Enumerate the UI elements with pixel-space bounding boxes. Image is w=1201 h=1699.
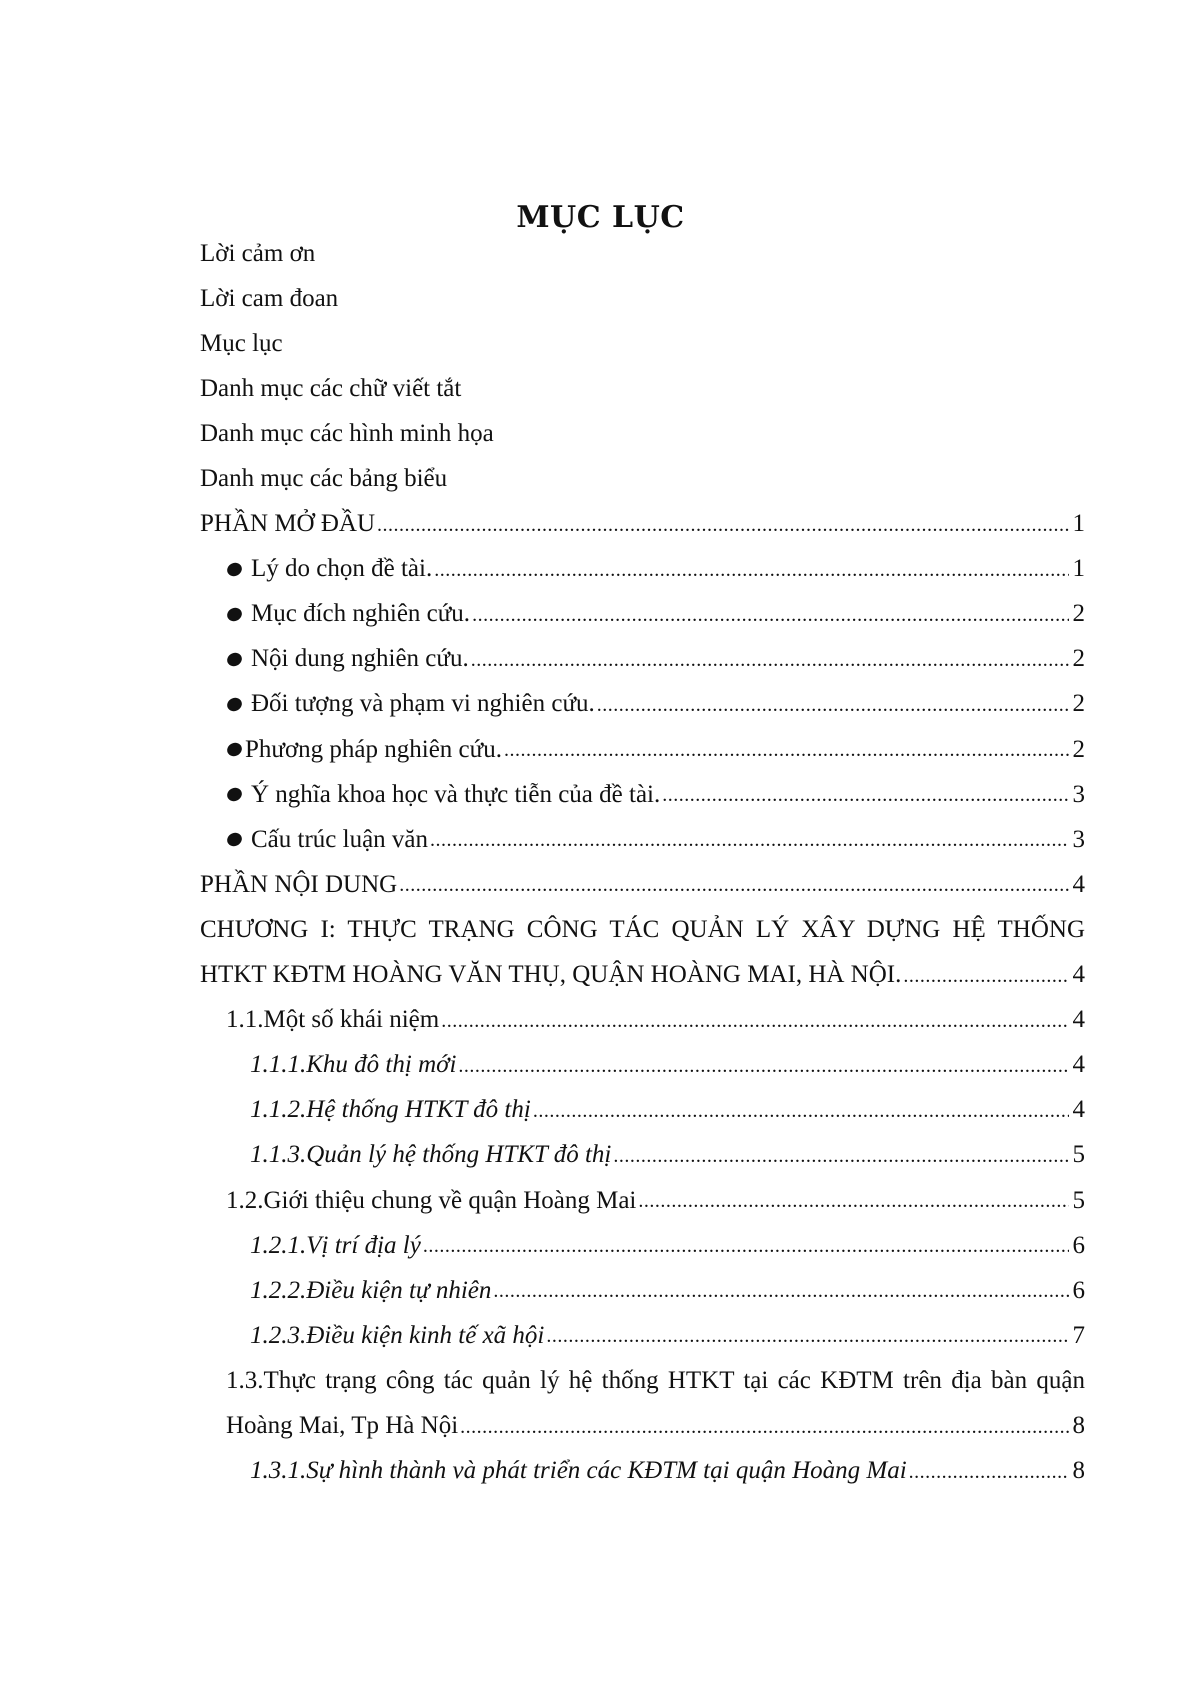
toc-section-entry[interactable]: 1.3.Thực trạng công tác quản lý hệ thống HTKT tại các KĐTM trên địa bàn quận bbox=[226, 1366, 1085, 1394]
toc-bullet-entry[interactable]: Mục đích nghiên cứu. ..... 2 bbox=[200, 592, 1085, 637]
dot-leader bbox=[504, 740, 1069, 772]
dot-leader bbox=[399, 875, 1069, 907]
subsection-number: 1.2.1. bbox=[250, 1231, 307, 1259]
toc-subsection-entry[interactable]: 1.2.3. Điều kiện kinh tế xã hội ..... 7 bbox=[200, 1313, 1085, 1358]
page-number: 4 bbox=[1072, 1096, 1085, 1124]
page-number: 3 bbox=[1072, 825, 1085, 853]
bullet-icon bbox=[225, 605, 244, 623]
toc-bullet-entry[interactable]: Ý nghĩa khoa học và thực tiễn của đề tài. ..... 3 bbox=[200, 772, 1085, 817]
page-number: 2 bbox=[1072, 600, 1085, 628]
dot-leader bbox=[546, 1326, 1069, 1358]
dot-leader bbox=[613, 1146, 1069, 1178]
subsection-number: 1.1.3. bbox=[250, 1141, 307, 1169]
page-number: 6 bbox=[1072, 1276, 1085, 1304]
toc-entry-intro[interactable]: PHẦN MỞ ĐẦU ..... 1 bbox=[200, 502, 1085, 547]
toc-entry-content[interactable]: PHẦN NỘI DUNG ..... 4 bbox=[200, 862, 1085, 907]
page-number: 4 bbox=[1072, 870, 1085, 898]
bullet-icon bbox=[225, 786, 244, 804]
page-title: MỤC LỤC bbox=[516, 200, 685, 235]
dot-leader bbox=[638, 1191, 1069, 1223]
page-number: 7 bbox=[1072, 1321, 1085, 1349]
page-number: 8 bbox=[1072, 1411, 1085, 1439]
toc-front-item[interactable]: Danh mục các chữ viết tắt bbox=[200, 374, 462, 402]
bullet-icon bbox=[225, 741, 244, 759]
toc-subsection-entry[interactable]: 1.1.3. Quản lý hệ thống HTKT đô thị ..... 5 bbox=[200, 1133, 1085, 1178]
toc-subsection-entry[interactable]: 1.2.2. Điều kiện tự nhiên ..... 6 bbox=[200, 1268, 1085, 1313]
toc-front-item[interactable]: Danh mục các bảng biểu bbox=[200, 465, 448, 493]
toc-bullet-entry[interactable]: Cấu trúc luận văn ..... 3 bbox=[200, 817, 1085, 862]
toc-front-item[interactable]: Lời cam đoan bbox=[200, 284, 339, 312]
dot-leader bbox=[597, 695, 1069, 727]
dot-leader bbox=[458, 1056, 1069, 1088]
toc-bullet-entry[interactable]: Đối tượng và phạm vi nghiên cứu. ..... 2 bbox=[200, 682, 1085, 727]
toc-section-entry-cont[interactable]: Hoàng Mai, Tp Hà Nội ..... 8 bbox=[200, 1403, 1085, 1448]
toc-subsection-entry[interactable]: 1.1.2. Hệ thống HTKT đô thị ..... 4 bbox=[200, 1088, 1085, 1133]
page-number: 5 bbox=[1072, 1141, 1085, 1169]
dot-leader bbox=[377, 515, 1069, 547]
toc-chapter-heading-cont[interactable]: HTKT KĐTM HOÀNG VĂN THỤ, QUẬN HOÀNG MAI, HÀ NỘI. ..... 4 bbox=[200, 953, 1085, 998]
bullet-icon bbox=[225, 560, 244, 578]
toc-chapter-heading[interactable]: CHƯƠNG I: THỰC TRẠNG CÔNG TÁC QUẢN LÝ XÂY DỰNG HỆ THỐNG bbox=[200, 915, 1085, 943]
dot-leader bbox=[441, 1011, 1069, 1043]
bullet-icon bbox=[225, 650, 244, 668]
page-number: 2 bbox=[1072, 645, 1085, 673]
dot-leader bbox=[471, 650, 1069, 682]
page-number: 8 bbox=[1072, 1457, 1085, 1485]
dot-leader bbox=[903, 966, 1069, 998]
page-number: 4 bbox=[1072, 961, 1085, 989]
toc-front-item[interactable]: Mục lục bbox=[200, 329, 283, 357]
subsection-number: 1.3.1. bbox=[250, 1457, 307, 1485]
toc-front-item[interactable]: Danh mục các hình minh họa bbox=[200, 419, 494, 447]
dot-leader bbox=[533, 1101, 1069, 1133]
subsection-number: 1.2.3. bbox=[250, 1321, 307, 1349]
toc-subsection-entry[interactable]: 1.3.1. Sự hình thành và phát triển các KĐTM tại quận Hoàng Mai ..... 8 bbox=[200, 1449, 1085, 1494]
toc-subsection-entry[interactable]: 1.2.1. Vị trí địa lý ..... 6 bbox=[200, 1223, 1085, 1268]
toc-bullet-entry[interactable]: Phương pháp nghiên cứu. ..... 2 bbox=[200, 727, 1085, 772]
page-number: 6 bbox=[1072, 1231, 1085, 1259]
toc-section-entry[interactable]: 1.1.Một số khái niệm ..... 4 bbox=[200, 998, 1085, 1043]
toc-subsection-entry[interactable]: 1.1.1. Khu đô thị mới ..... 4 bbox=[200, 1043, 1085, 1088]
dot-leader bbox=[493, 1281, 1069, 1313]
dot-leader bbox=[909, 1462, 1069, 1494]
page-number: 3 bbox=[1072, 780, 1085, 808]
bullet-icon bbox=[225, 831, 244, 849]
dot-leader bbox=[662, 785, 1069, 817]
toc-front-item[interactable]: Lời cảm ơn bbox=[200, 239, 316, 267]
toc-bullet-entry[interactable]: Nội dung nghiên cứu. ..... 2 bbox=[200, 637, 1085, 682]
dot-leader bbox=[423, 1236, 1069, 1268]
page-number: 4 bbox=[1072, 1051, 1085, 1079]
page-number: 5 bbox=[1072, 1186, 1085, 1214]
subsection-number: 1.2.2. bbox=[250, 1276, 307, 1304]
dot-leader bbox=[430, 830, 1069, 862]
page-number: 1 bbox=[1072, 555, 1085, 583]
dot-leader bbox=[434, 560, 1069, 592]
page-number: 2 bbox=[1072, 735, 1085, 763]
bullet-icon bbox=[225, 695, 244, 713]
toc-section-entry[interactable]: 1.2.Giới thiệu chung về quận Hoàng Mai ..... 5 bbox=[200, 1178, 1085, 1223]
subsection-number: 1.1.1. bbox=[250, 1051, 307, 1079]
page-number: 4 bbox=[1072, 1006, 1085, 1034]
dot-leader bbox=[472, 605, 1069, 637]
page-number: 1 bbox=[1072, 510, 1085, 538]
toc-bullet-entry[interactable]: Lý do chọn đề tài. ..... 1 bbox=[200, 547, 1085, 592]
page-number: 2 bbox=[1072, 690, 1085, 718]
table-of-contents bbox=[200, 231, 1085, 1494]
dot-leader bbox=[460, 1417, 1069, 1449]
subsection-number: 1.1.2. bbox=[250, 1096, 307, 1124]
